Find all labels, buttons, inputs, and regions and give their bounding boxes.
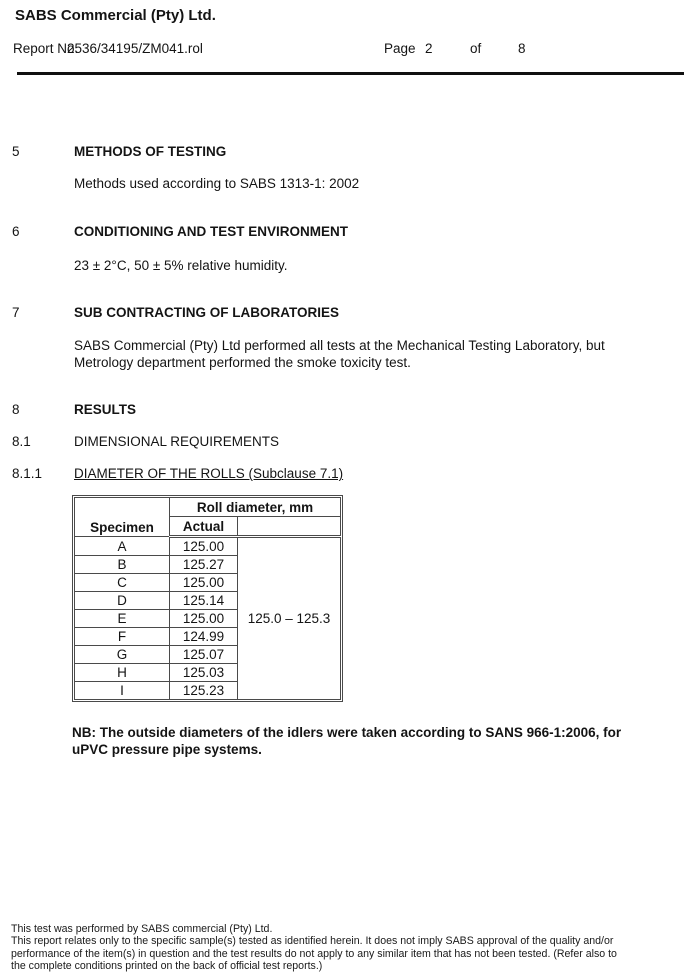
actual-cell: 125.27 <box>170 556 238 574</box>
requirement-cell: 125.0 – 125.3 <box>238 537 341 700</box>
section-number: 6 <box>12 224 20 239</box>
section-title: CONDITIONING AND TEST ENVIRONMENT <box>74 224 349 239</box>
footer-line: This test was performed by SABS commercial (Pty) Ltd. <box>11 923 273 935</box>
subsection-8-1 <box>12 433 684 450</box>
of-label: of <box>470 41 482 56</box>
section-number: 5 <box>12 144 20 159</box>
report-no-label: Report No. <box>13 41 79 56</box>
actual-header: Actual <box>170 517 238 537</box>
section-title: RESULTS <box>74 402 137 417</box>
section-7-heading <box>12 304 684 321</box>
nb-note-line2: uPVC pressure pipe systems. <box>72 742 262 757</box>
specimen-cell: G <box>75 646 170 664</box>
requirement-header-empty <box>238 517 341 537</box>
page-label: Page <box>384 41 416 56</box>
actual-cell: 125.23 <box>170 682 238 700</box>
actual-cell: 124.99 <box>170 628 238 646</box>
subsection-8-1-1 <box>12 465 684 482</box>
section-6-body: 23 ± 2°C, 50 ± 5% relative humidity. <box>74 258 288 273</box>
specimen-cell: E <box>75 610 170 628</box>
header-rule-divider <box>17 72 684 75</box>
actual-cell: 125.07 <box>170 646 238 664</box>
company-title: SABS Commercial (Pty) Ltd. <box>15 7 216 24</box>
report-number: 2536/34195/ZM041.rol <box>67 41 203 56</box>
footer-line: This report relates only to the specific sample(s) tested as identified herein. It does not imply SABS approval of the quality and/or <box>11 935 614 948</box>
nb-note <box>72 724 672 758</box>
subsection-number: 8.1 <box>12 434 31 449</box>
section-8-heading <box>12 401 684 418</box>
actual-cell: 125.00 <box>170 610 238 628</box>
specimen-cell: C <box>75 574 170 592</box>
footer-line: performance of the item(s) in question and the test results do not apply to any similar item that has not been tested. (Refer also to <box>11 947 617 960</box>
page-total: 8 <box>518 41 526 56</box>
section-7-body-line1: SABS Commercial (Pty) Ltd performed all tests at the Mechanical Testing Laboratory, but <box>74 338 605 353</box>
page-footer <box>11 923 691 973</box>
roll-diameter-header: Roll diameter, mm <box>170 498 341 517</box>
section-title: SUB CONTRACTING OF LABORATORIES <box>74 305 339 320</box>
section-title: METHODS OF TESTING <box>74 144 227 159</box>
section-6-heading <box>12 223 684 240</box>
specimen-cell: D <box>75 592 170 610</box>
specimen-cell: F <box>75 628 170 646</box>
table-header-row-1 <box>75 498 341 517</box>
section-5-heading <box>12 143 684 160</box>
report-number-row <box>12 40 684 57</box>
specimen-cell: I <box>75 682 170 700</box>
actual-cell: 125.00 <box>170 574 238 592</box>
specimen-cell: H <box>75 664 170 682</box>
actual-cell: 125.00 <box>170 537 238 556</box>
section-7-body <box>74 337 684 371</box>
specimen-cell: B <box>75 556 170 574</box>
specimen-header: Specimen <box>75 498 170 537</box>
subsection-title: DIMENSIONAL REQUIREMENTS <box>74 434 280 449</box>
section-number: 8 <box>12 402 20 417</box>
section-7-body-line2: Metrology department performed the smoke toxicity test. <box>74 355 411 370</box>
page-number: 2 <box>425 41 433 56</box>
footer-line: the complete conditions printed on the back of official test reports.) <box>11 960 323 973</box>
subsection-title: DIAMETER OF THE ROLLS (Subclause 7.1) <box>74 466 344 481</box>
actual-cell: 125.14 <box>170 592 238 610</box>
subsection-number: 8.1.1 <box>12 466 43 481</box>
roll-diameter-table <box>74 497 341 700</box>
actual-cell: 125.03 <box>170 664 238 682</box>
table-row <box>75 537 341 556</box>
section-5-body: Methods used according to SABS 1313-1: 2002 <box>74 176 360 191</box>
nb-note-line1: NB: The outside diameters of the idlers were taken according to SANS 966-1:2006, for <box>72 725 622 740</box>
specimen-cell: A <box>75 537 170 556</box>
section-number: 7 <box>12 305 20 320</box>
results-table-outer-border <box>72 495 343 702</box>
